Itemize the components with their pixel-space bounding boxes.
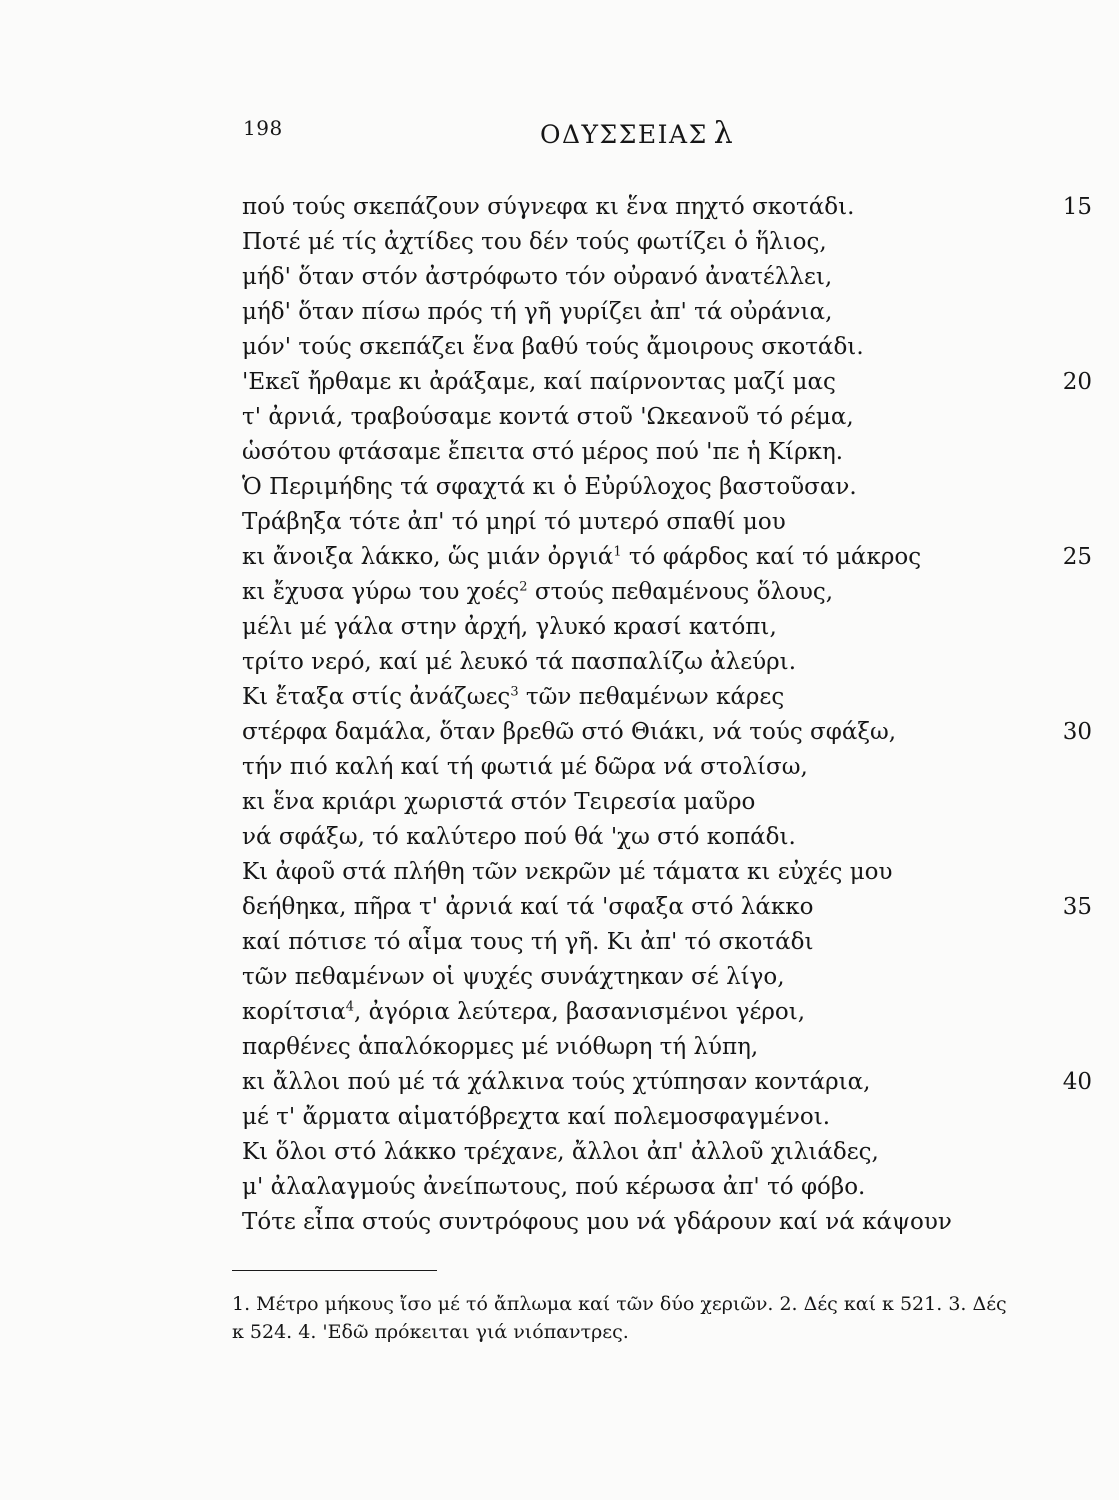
verse-text — [242, 295, 832, 330]
verse-line — [242, 1205, 1102, 1240]
verse-text-part: Κι ὅλοι στό λάκκο τρέχανε, ἄλλοι ἀπ' ἀλλοῦ χιλιάδες, — [242, 1139, 879, 1165]
verse-line — [242, 540, 1102, 575]
verse-text-part: Κι ἀφοῦ στά πλήθη τῶν νεκρῶν μέ τάματα κι εὐχές μου — [242, 859, 893, 885]
verse-text-part: τρίτο νερό, καί μέ λευκό τά πασπαλίζω ἀλεύρι. — [242, 649, 796, 675]
verse-line — [242, 190, 1102, 225]
verse-text — [242, 540, 921, 575]
verse-line — [242, 925, 1102, 960]
verse-text — [242, 470, 857, 505]
verse-line — [242, 715, 1102, 750]
verse-line — [242, 610, 1102, 645]
verse-text-part: παρθένες ἁπαλόκορμες μέ νιόθωρη τή λύπη, — [242, 1034, 759, 1060]
verse-line — [242, 365, 1102, 400]
verse-line — [242, 330, 1102, 365]
verse-text — [242, 575, 833, 610]
verse-text — [242, 190, 854, 225]
verse-text — [242, 1030, 758, 1065]
verse-line — [242, 680, 1102, 715]
verse-text-part: μέλι μέ γάλα στην ἀρχή, γλυκό κρασί κατόπι, — [242, 614, 777, 640]
footnote-line-2: κ 524. 4. 'Εδῶ πρόκειται γιά νιόπαντρες. — [232, 1321, 629, 1343]
verse-line — [242, 750, 1102, 785]
verse-line — [242, 1170, 1102, 1205]
verse-line — [242, 295, 1102, 330]
verse-text — [242, 260, 832, 295]
verse-text — [242, 610, 777, 645]
line-number: 40 — [1062, 1069, 1092, 1095]
line-number: 35 — [1062, 894, 1092, 920]
verse-text-part: μόν' τούς σκεπάζει ἕνα βαθύ τούς ἄμοιρους σκοτάδι. — [242, 334, 864, 360]
verse-text-part: δεήθηκα, πῆρα τ' ἀρνιά καί τά 'σφαξα στό λάκκο — [242, 894, 814, 920]
verse-text — [242, 1100, 830, 1135]
verse-line — [242, 995, 1102, 1030]
verse-text-part: κορίτσια — [242, 999, 346, 1025]
verse-line — [242, 960, 1102, 995]
verse-text — [242, 750, 808, 785]
verse-text — [242, 645, 796, 680]
verse-text — [242, 715, 896, 750]
verse-line — [242, 505, 1102, 540]
verse-text-part: στούς πεθαμένους ὅλους, — [527, 579, 834, 605]
footnote-marker: 3 — [510, 684, 519, 700]
verse-text — [242, 925, 814, 960]
verse-text — [242, 1170, 865, 1205]
verse-text-part: κι ἕνα κριάρι χωριστά στόν Τειρεσία μαῦρο — [242, 789, 756, 815]
verse-line — [242, 400, 1102, 435]
verse-text-part: 'Εκεῖ ἤρθαμε κι ἀράξαμε, καί παίρνοντας μαζί μας — [242, 369, 836, 395]
verse-text-part: ὡσότου φτάσαμε ἔπειτα στό μέρος πού 'πε ἡ Κίρκη. — [242, 439, 844, 465]
verse-line — [242, 855, 1102, 890]
verse-text-part: Ὁ Περιμήδης τά σφαχτά κι ὁ Εὐρύλοχος βαστοῦσαν. — [242, 474, 857, 500]
verse-text — [242, 1065, 870, 1100]
page-number: 198 — [243, 116, 283, 140]
verse-text-part: τῶν πεθαμένων οἱ ψυχές συνάχτηκαν σέ λίγο, — [242, 964, 785, 990]
verse-text-part: κι ἄνοιξα λάκκο, ὥς μιάν ὀργιά — [242, 544, 614, 570]
footnote-marker: 1 — [613, 544, 622, 560]
verse-line — [242, 225, 1102, 260]
verse-text-part: , ἀγόρια λεύτερα, βασανισμένοι γέροι, — [354, 999, 806, 1025]
verse-text — [242, 1135, 879, 1170]
verse-line — [242, 470, 1102, 505]
verse-text — [242, 505, 786, 540]
verse-text-part: πού τούς σκεπάζουν σύγνεφα κι ἕνα πηχτό σκοτάδι. — [242, 194, 855, 220]
verse-text — [242, 855, 892, 890]
verse-text — [242, 785, 755, 820]
verse-text-part: Τότε εἶπα στούς συντρόφους μου νά γδάρουν καί νά κάψουν — [242, 1209, 952, 1235]
verse-line — [242, 820, 1102, 855]
verse-text-part: μήδ' ὅταν στόν ἀστρόφωτο τόν οὐρανό ἀνατέλλει, — [242, 264, 833, 290]
footnotes — [232, 1290, 1092, 1346]
line-number: 15 — [1062, 194, 1092, 220]
verse-line — [242, 785, 1102, 820]
verse-text-part: τ' ἀρνιά, τραβούσαμε κοντά στοῦ 'Ωκεανοῦ τό ρέμα, — [242, 404, 854, 430]
verse-text-part: νά σφάξω, τό καλύτερο πού θά 'χω στό κοπάδι. — [242, 824, 796, 850]
verse-text-part: τήν πιό καλή καί τή φωτιά μέ δῶρα νά στολίσω, — [242, 754, 808, 780]
verse-text-part: μ' ἀλαλαγμούς ἀνείπωτους, πού κέρωσα ἀπ' τό φόβο. — [242, 1174, 866, 1200]
verse-line — [242, 645, 1102, 680]
verse-text — [242, 400, 854, 435]
verse-text-part: Τράβηξα τότε ἀπ' τό μηρί τό μυτερό σπαθί μου — [242, 509, 786, 535]
verse-line — [242, 260, 1102, 295]
verse-line — [242, 890, 1102, 925]
verse-line — [242, 575, 1102, 610]
verse-text — [242, 960, 785, 995]
verse-text — [242, 330, 864, 365]
verse-text-part: μήδ' ὅταν πίσω πρός τή γῆ γυρίζει ἀπ' τά οὐράνια, — [242, 299, 833, 325]
verse-text — [242, 1205, 952, 1240]
verse-text-part: τῶν πεθαμένων κάρες — [518, 684, 785, 710]
verse-line — [242, 1030, 1102, 1065]
line-number: 25 — [1062, 544, 1092, 570]
line-number: 30 — [1062, 719, 1092, 745]
verse-text-part: Ποτέ μέ τίς ἀχτίδες του δέν τούς φωτίζει ὁ ἥλιος, — [242, 229, 827, 255]
running-title-text: ΟΔΥΣΣΕΙΑΣ — [540, 120, 708, 149]
footnote-rule — [232, 1270, 437, 1271]
verse-text — [242, 820, 796, 855]
verse-text-part: καί πότισε τό αἷμα τους τή γῆ. Κι ἀπ' τό σκοτάδι — [242, 929, 814, 955]
book-letter: λ — [713, 116, 735, 151]
footnote-line-1: 1. Μέτρο μήκους ἴσο μέ τό ἄπλωμα καί τῶν δύο χεριῶν. 2. Δές καί κ 521. 3. Δές — [232, 1293, 1007, 1315]
footnote-marker: 4 — [345, 999, 355, 1015]
verse-line — [242, 1135, 1102, 1170]
verse-block — [242, 190, 1102, 1240]
verse-text-part: μέ τ' ἄρματα αἱματόβρεχτα καί πολεμοσφαγμένοι. — [242, 1104, 831, 1130]
verse-text — [242, 435, 843, 470]
verse-text-part: τό φάρδος καί τό μάκρος — [621, 544, 922, 570]
footnote-marker: 2 — [519, 579, 528, 595]
verse-text — [242, 890, 813, 925]
running-title — [540, 116, 734, 151]
verse-line — [242, 1100, 1102, 1135]
verse-text-part: Κι ἔταξα στίς ἀνάζωες — [242, 684, 511, 710]
verse-text — [242, 995, 805, 1030]
line-number: 20 — [1062, 369, 1092, 395]
verse-text — [242, 225, 827, 260]
verse-text — [242, 680, 784, 715]
verse-text-part: κι ἄλλοι πού μέ τά χάλκινα τούς χτύπησαν κοντάρια, — [242, 1069, 871, 1095]
verse-text-part: στέρφα δαμάλα, ὅταν βρεθῶ στό Θιάκι, νά τούς σφάξω, — [242, 719, 897, 745]
verse-text — [242, 365, 836, 400]
verse-text-part: κι ἔχυσα γύρω του χοές — [242, 579, 520, 605]
verse-line — [242, 435, 1102, 470]
verse-line — [242, 1065, 1102, 1100]
